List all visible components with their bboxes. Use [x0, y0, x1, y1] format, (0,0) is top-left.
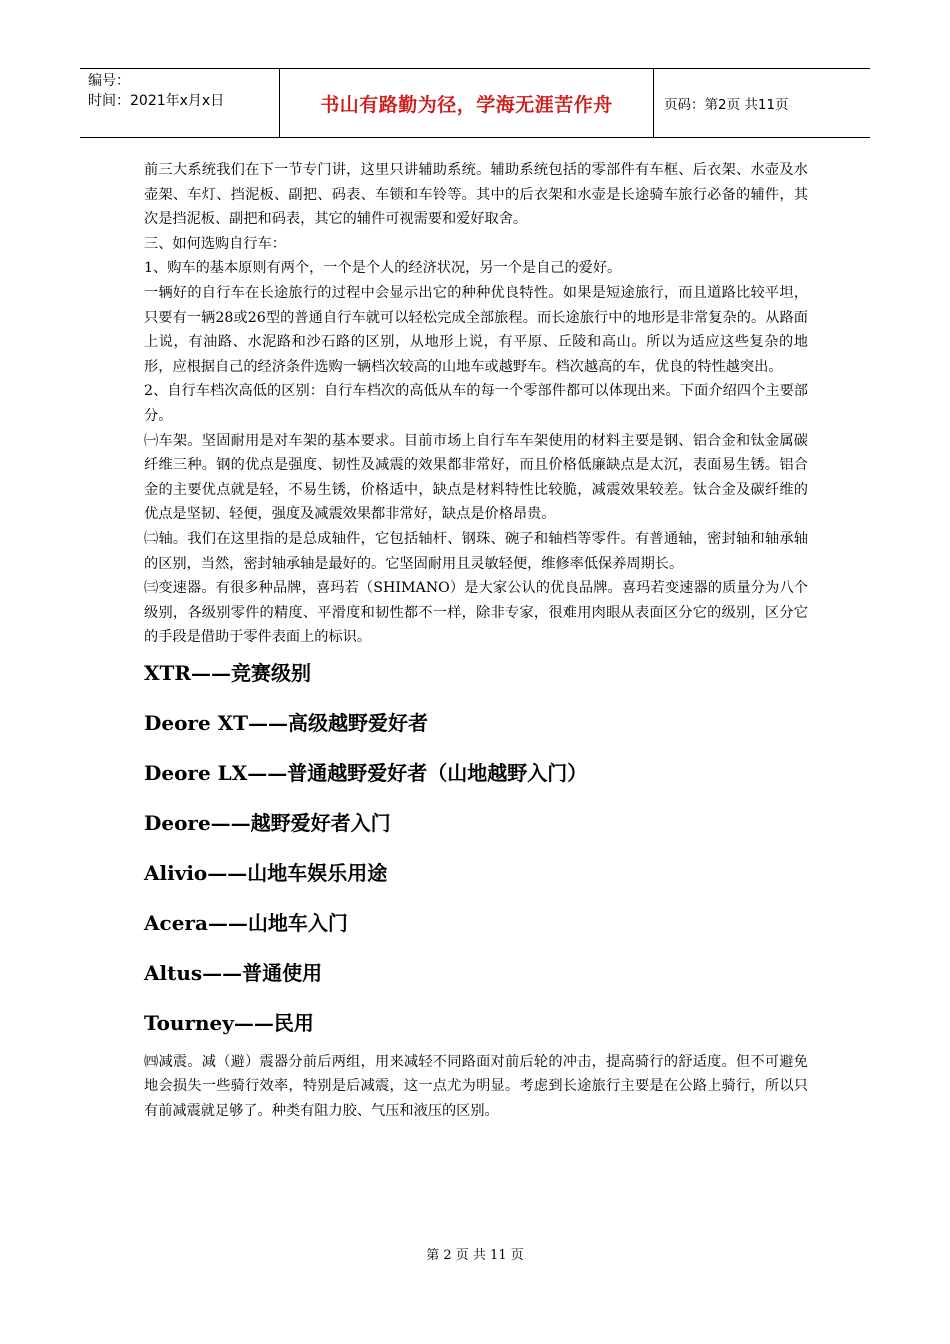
header-motto-cell — [280, 69, 654, 137]
section-heading-how-to-buy: 三、如何选购自行车： — [144, 235, 286, 252]
level-item: XTR——竞赛级别 — [144, 660, 312, 685]
header-meta — [80, 69, 280, 137]
paragraph-axle: ㈡轴。我们在这里指的是总成轴件，它包括轴杆、钢珠、碗子和轴档等零件。有普通轴，密封轴和轴承轴的区别，当然，密封轴承轴是最好的。它坚固耐用且灵敏轻便，维修率低保养周期长。 — [144, 530, 808, 572]
document-body — [144, 158, 808, 1124]
level-item: Altus——普通使用 — [144, 960, 323, 985]
header-page-info: 页码：第2页 共11页 — [664, 97, 789, 113]
document-number-label: 编号： — [88, 73, 130, 89]
paragraph-good-bicycle: 一辆好的自行车在长途旅行的过程中会显示出它的种种优良特性。如果是短途旅行，而且道路比较平坦，只要有一辆28或26型的普通自行车就可以轻松完成全部旅程。而长途旅行中的地形是非常复杂的。从路面上说，有油路、水泥路和沙石路的区别，从地形上说，有平原、丘陵和高山。所以为适应这些复杂的地形，应根据自己的经济条件选购一辆档次较高的山地车或越野车。档次越高的车，优良的特性越突出。 — [144, 284, 808, 375]
shimano-levels-list — [144, 660, 808, 1036]
page-header — [80, 68, 870, 138]
page-footer: 第 2 页 共 11 页 — [426, 1248, 524, 1263]
paragraph-buying-principles: 1、购车的基本原则有两个，一个是个人的经济状况，另一个是自己的爱好。 — [144, 260, 622, 277]
paragraph-auxiliary-system: 前三大系统我们在下一节专门讲，这里只讲辅助系统。辅助系统包括的零部件有车框、后衣架、水壶及水壶架、车灯、挡泥板、副把、码表、车锁和车铃等。其中的后衣架和水壶是长途骑车旅行必备的辅件，其次是挡泥板、副把和码表，其它的辅件可视需要和爱好取舍。 — [144, 162, 808, 228]
header-page-info-cell — [654, 69, 870, 137]
level-item: Deore——越野爱好者入门 — [144, 810, 391, 835]
level-item: Tourney——民用 — [144, 1010, 314, 1035]
document-date: 时间：2021年x月x日 — [88, 93, 225, 109]
paragraph-frame: ㈠车架。坚固耐用是对车架的基本要求。目前市场上自行车车架使用的材料主要是钢、铝合金和钛金属碳纤维三种。钢的优点是强度、韧性及减震的效果都非常好，而且价格低廉缺点是太沉，表面易生锈。铝合金的主要优点就是轻，不易生锈，价格适中，缺点是材料特性比较脆，减震效果较差。钛合金及碳纤维的优点是坚韧、轻便，强度及减震效果都非常好，缺点是价格昂贵。 — [144, 432, 808, 523]
header-motto: 书山有路勤为径，学海无涯苦作舟 — [320, 93, 613, 116]
level-item: Alivio——山地车娱乐用途 — [144, 860, 388, 885]
level-item: Deore XT——高级越野爱好者 — [144, 710, 429, 735]
paragraph-grade-differences: 2、自行车档次高低的区别：自行车档次的高低从车的每一个零部件都可以体现出来。下面介绍四个主要部分。 — [144, 383, 808, 424]
level-item: Acera——山地车入门 — [144, 910, 348, 935]
paragraph-derailleur: ㈢变速器。有很多种品牌，喜玛若（SHIMANO）是大家公认的优良品牌。喜玛若变速器的质量分为八个级别，各级别零件的精度、平滑度和韧性都不一样，除非专家，很难用肉眼从表面区分它的级别，区分它的手段是借助于零件表面上的标识。 — [144, 580, 808, 646]
level-item: Deore LX——普通越野爱好者（山地越野入门） — [144, 760, 588, 785]
paragraph-suspension: ㈣减震。减（避）震器分前后两组，用来减轻不同路面对前后轮的冲击，提高骑行的舒适度。但不可避免地会损失一些骑行效率，特别是后减震，这一点尤为明显。考虑到长途旅行主要是在公路上骑行，所以只有前减震就足够了。种类有阻力胶、气压和液压的区别。 — [144, 1053, 808, 1120]
